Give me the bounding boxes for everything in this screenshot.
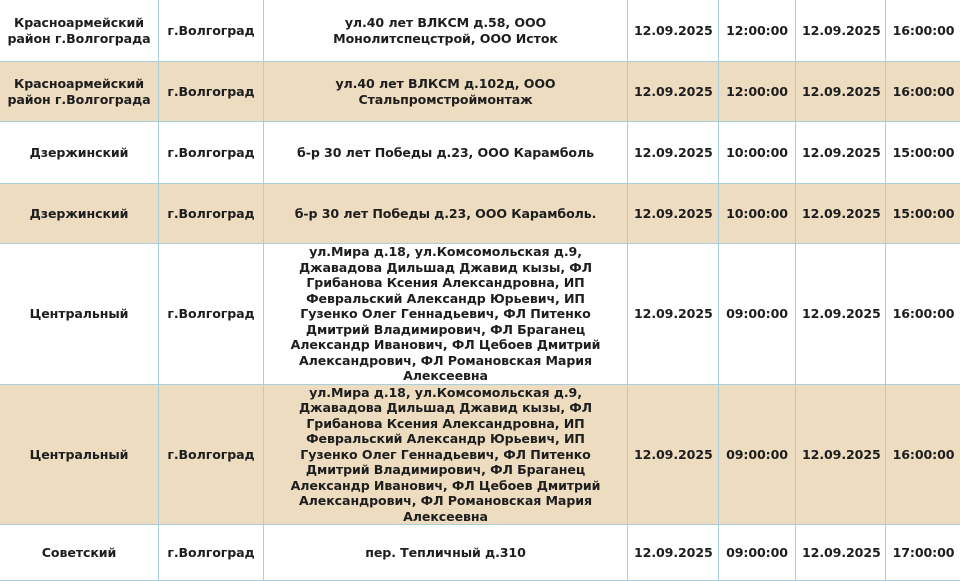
start-time-cell: 09:00:00 bbox=[719, 384, 796, 525]
start-time-cell: 12:00:00 bbox=[719, 0, 796, 62]
district-cell: Дзержинский bbox=[0, 122, 159, 184]
city-cell: г.Волгоград bbox=[159, 184, 264, 244]
end-time-cell: 16:00:00 bbox=[886, 244, 960, 385]
city-cell: г.Волгоград bbox=[159, 62, 264, 122]
district-cell: Красноармейский район г.Волгограда bbox=[0, 62, 159, 122]
address-cell: б-р 30 лет Победы д.23, ООО Карамболь bbox=[264, 122, 628, 184]
start-time-cell: 09:00:00 bbox=[719, 244, 796, 385]
start-time-cell: 09:00:00 bbox=[719, 525, 796, 581]
address-cell: ул.Мира д.18, ул.Комсомольская д.9, Джавадова Дильшад Джавид кызы, ФЛ Грибанова Ксения Александровна, ИП Февральский Александр Юрьевич, ИП Гузенко Олег Геннадьевич, ФЛ Питенко Дмитрий Владимирович, ФЛ Браганец Александр Иванович, ФЛ Цебоев Дмитрий Александрович, ФЛ Романовская Мария Алексеевна bbox=[264, 384, 628, 525]
address-cell: ул.40 лет ВЛКСМ д.58, ООО Монолитспецстрой, ООО Исток bbox=[264, 0, 628, 62]
district-cell: Красноармейский район г.Волгограда bbox=[0, 0, 159, 62]
start-date-cell: 12.09.2025 bbox=[628, 525, 719, 581]
table-row bbox=[0, 184, 960, 244]
end-date-cell: 12.09.2025 bbox=[796, 244, 886, 385]
district-cell: Центральный bbox=[0, 384, 159, 525]
city-cell: г.Волгоград bbox=[159, 525, 264, 581]
end-time-cell: 16:00:00 bbox=[886, 62, 960, 122]
end-date-cell: 12.09.2025 bbox=[796, 184, 886, 244]
district-cell: Дзержинский bbox=[0, 184, 159, 244]
address-cell: ул.Мира д.18, ул.Комсомольская д.9, Джавадова Дильшад Джавид кызы, ФЛ Грибанова Ксения Александровна, ИП Февральский Александр Юрьевич, ИП Гузенко Олег Геннадьевич, ФЛ Питенко Дмитрий Владимирович, ФЛ Браганец Александр Иванович, ФЛ Цебоев Дмитрий Александрович, ФЛ Романовская Мария Алексеевна bbox=[264, 244, 628, 385]
city-cell: г.Волгоград bbox=[159, 244, 264, 385]
end-time-cell: 16:00:00 bbox=[886, 384, 960, 525]
district-cell: Советский bbox=[0, 525, 159, 581]
end-date-cell: 12.09.2025 bbox=[796, 525, 886, 581]
end-time-cell: 15:00:00 bbox=[886, 122, 960, 184]
table-row bbox=[0, 244, 960, 385]
start-time-cell: 10:00:00 bbox=[719, 184, 796, 244]
start-date-cell: 12.09.2025 bbox=[628, 62, 719, 122]
table-row bbox=[0, 122, 960, 184]
address-cell: пер. Тепличный д.310 bbox=[264, 525, 628, 581]
city-cell: г.Волгоград bbox=[159, 122, 264, 184]
address-cell: б-р 30 лет Победы д.23, ООО Карамболь. bbox=[264, 184, 628, 244]
table-row bbox=[0, 525, 960, 581]
start-time-cell: 10:00:00 bbox=[719, 122, 796, 184]
table-row bbox=[0, 0, 960, 62]
city-cell: г.Волгоград bbox=[159, 0, 264, 62]
end-time-cell: 15:00:00 bbox=[886, 184, 960, 244]
address-cell: ул.40 лет ВЛКСМ д.102д, ООО Стальпромстроймонтаж bbox=[264, 62, 628, 122]
start-date-cell: 12.09.2025 bbox=[628, 122, 719, 184]
start-date-cell: 12.09.2025 bbox=[628, 0, 719, 62]
start-date-cell: 12.09.2025 bbox=[628, 384, 719, 525]
end-time-cell: 17:00:00 bbox=[886, 525, 960, 581]
end-date-cell: 12.09.2025 bbox=[796, 384, 886, 525]
table-row bbox=[0, 62, 960, 122]
start-date-cell: 12.09.2025 bbox=[628, 184, 719, 244]
start-time-cell: 12:00:00 bbox=[719, 62, 796, 122]
district-cell: Центральный bbox=[0, 244, 159, 385]
table-row bbox=[0, 384, 960, 525]
end-date-cell: 12.09.2025 bbox=[796, 0, 886, 62]
end-time-cell: 16:00:00 bbox=[886, 0, 960, 62]
end-date-cell: 12.09.2025 bbox=[796, 62, 886, 122]
end-date-cell: 12.09.2025 bbox=[796, 122, 886, 184]
start-date-cell: 12.09.2025 bbox=[628, 244, 719, 385]
city-cell: г.Волгоград bbox=[159, 384, 264, 525]
